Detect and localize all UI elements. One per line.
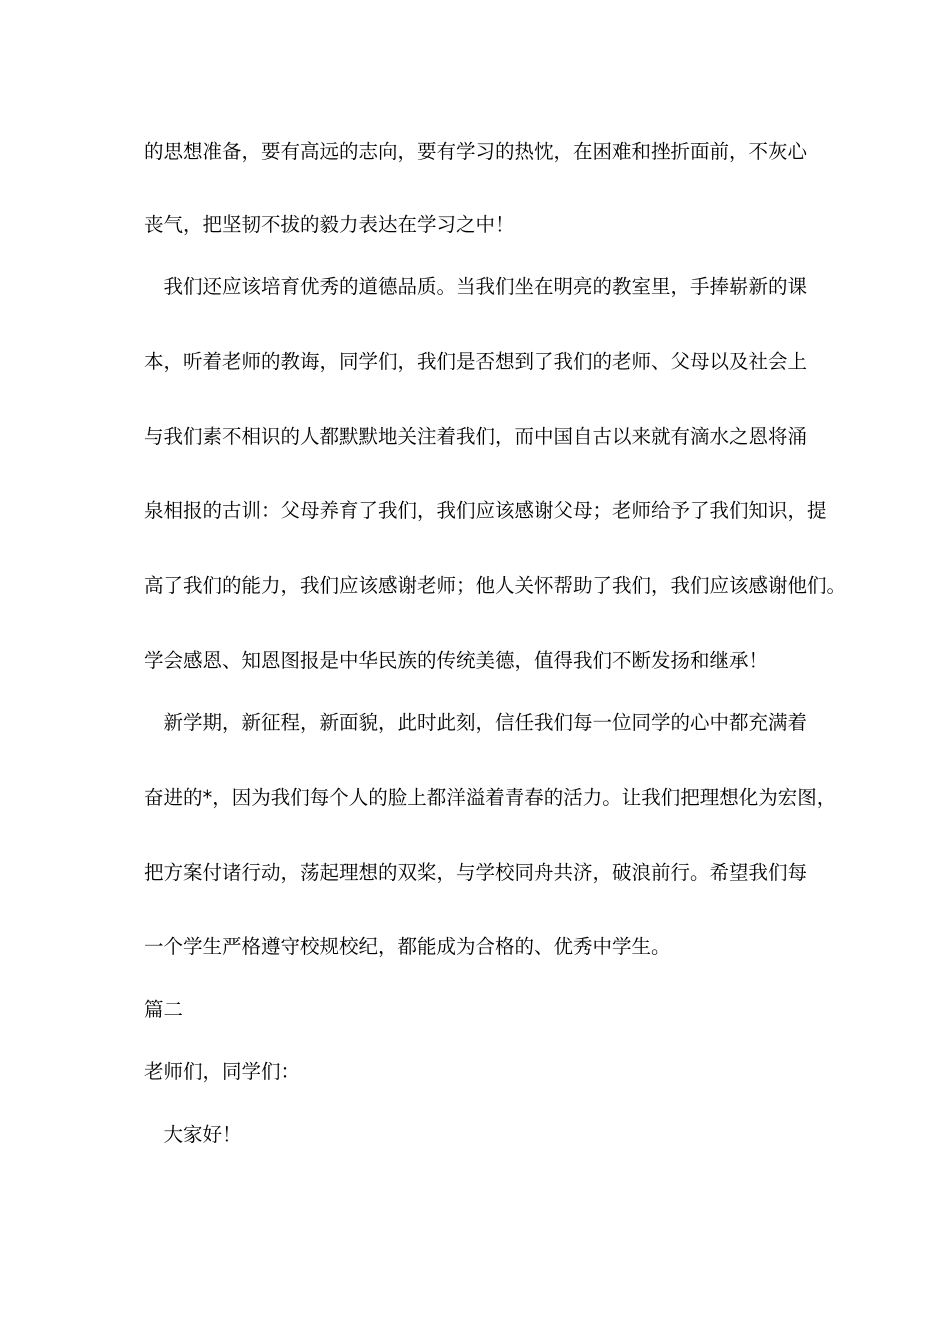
paragraph-line: 把方案付诸行动，荡起理想的双桨，与学校同舟共济，破浪前行。希望我们每 — [144, 861, 808, 884]
paragraph-line: 新学期，新征程，新面貌，此时此刻，信任我们每一位同学的心中都充满着 — [144, 711, 808, 734]
paragraph-line: 一个学生严格遵守校规校纪，都能成为合格的、优秀中学生。 — [144, 935, 671, 958]
paragraph-line: 本，听着老师的教诲，同学们，我们是否想到了我们的老师、父母以及社会上 — [144, 350, 808, 373]
greeting-line: 大家好！ — [144, 1123, 242, 1146]
paragraph-line: 泉相报的古训：父母养育了我们，我们应该感谢父母；老师给予了我们知识，提 — [144, 499, 827, 522]
paragraph-line: 与我们素不相识的人都默默地关注着我们，而中国自古以来就有滴水之恩将涌 — [144, 425, 808, 448]
paragraph-line: 我们还应该培育优秀的道德品质。当我们坐在明亮的教室里，手捧崭新的课 — [144, 275, 808, 298]
salutation-line: 老师们，同学们： — [144, 1060, 301, 1083]
section-heading: 篇二 — [144, 998, 184, 1021]
paragraph-line: 奋进的*，因为我们每个人的脸上都洋溢着青春的活力。让我们把理想化为宏图， — [144, 786, 837, 809]
paragraph-line: 的思想准备，要有高远的志向，要有学习的热忱，在困难和挫折面前，不灰心 — [144, 140, 808, 163]
paragraph-line: 学会感恩、知恩图报是中华民族的传统美德，值得我们不断发扬和继承！ — [144, 649, 769, 672]
paragraph-line: 高了我们的能力，我们应该感谢老师；他人关怀帮助了我们，我们应该感谢他们。 — [144, 574, 847, 597]
paragraph-line: 丧气，把坚韧不拔的毅力表达在学习之中！ — [144, 213, 515, 236]
